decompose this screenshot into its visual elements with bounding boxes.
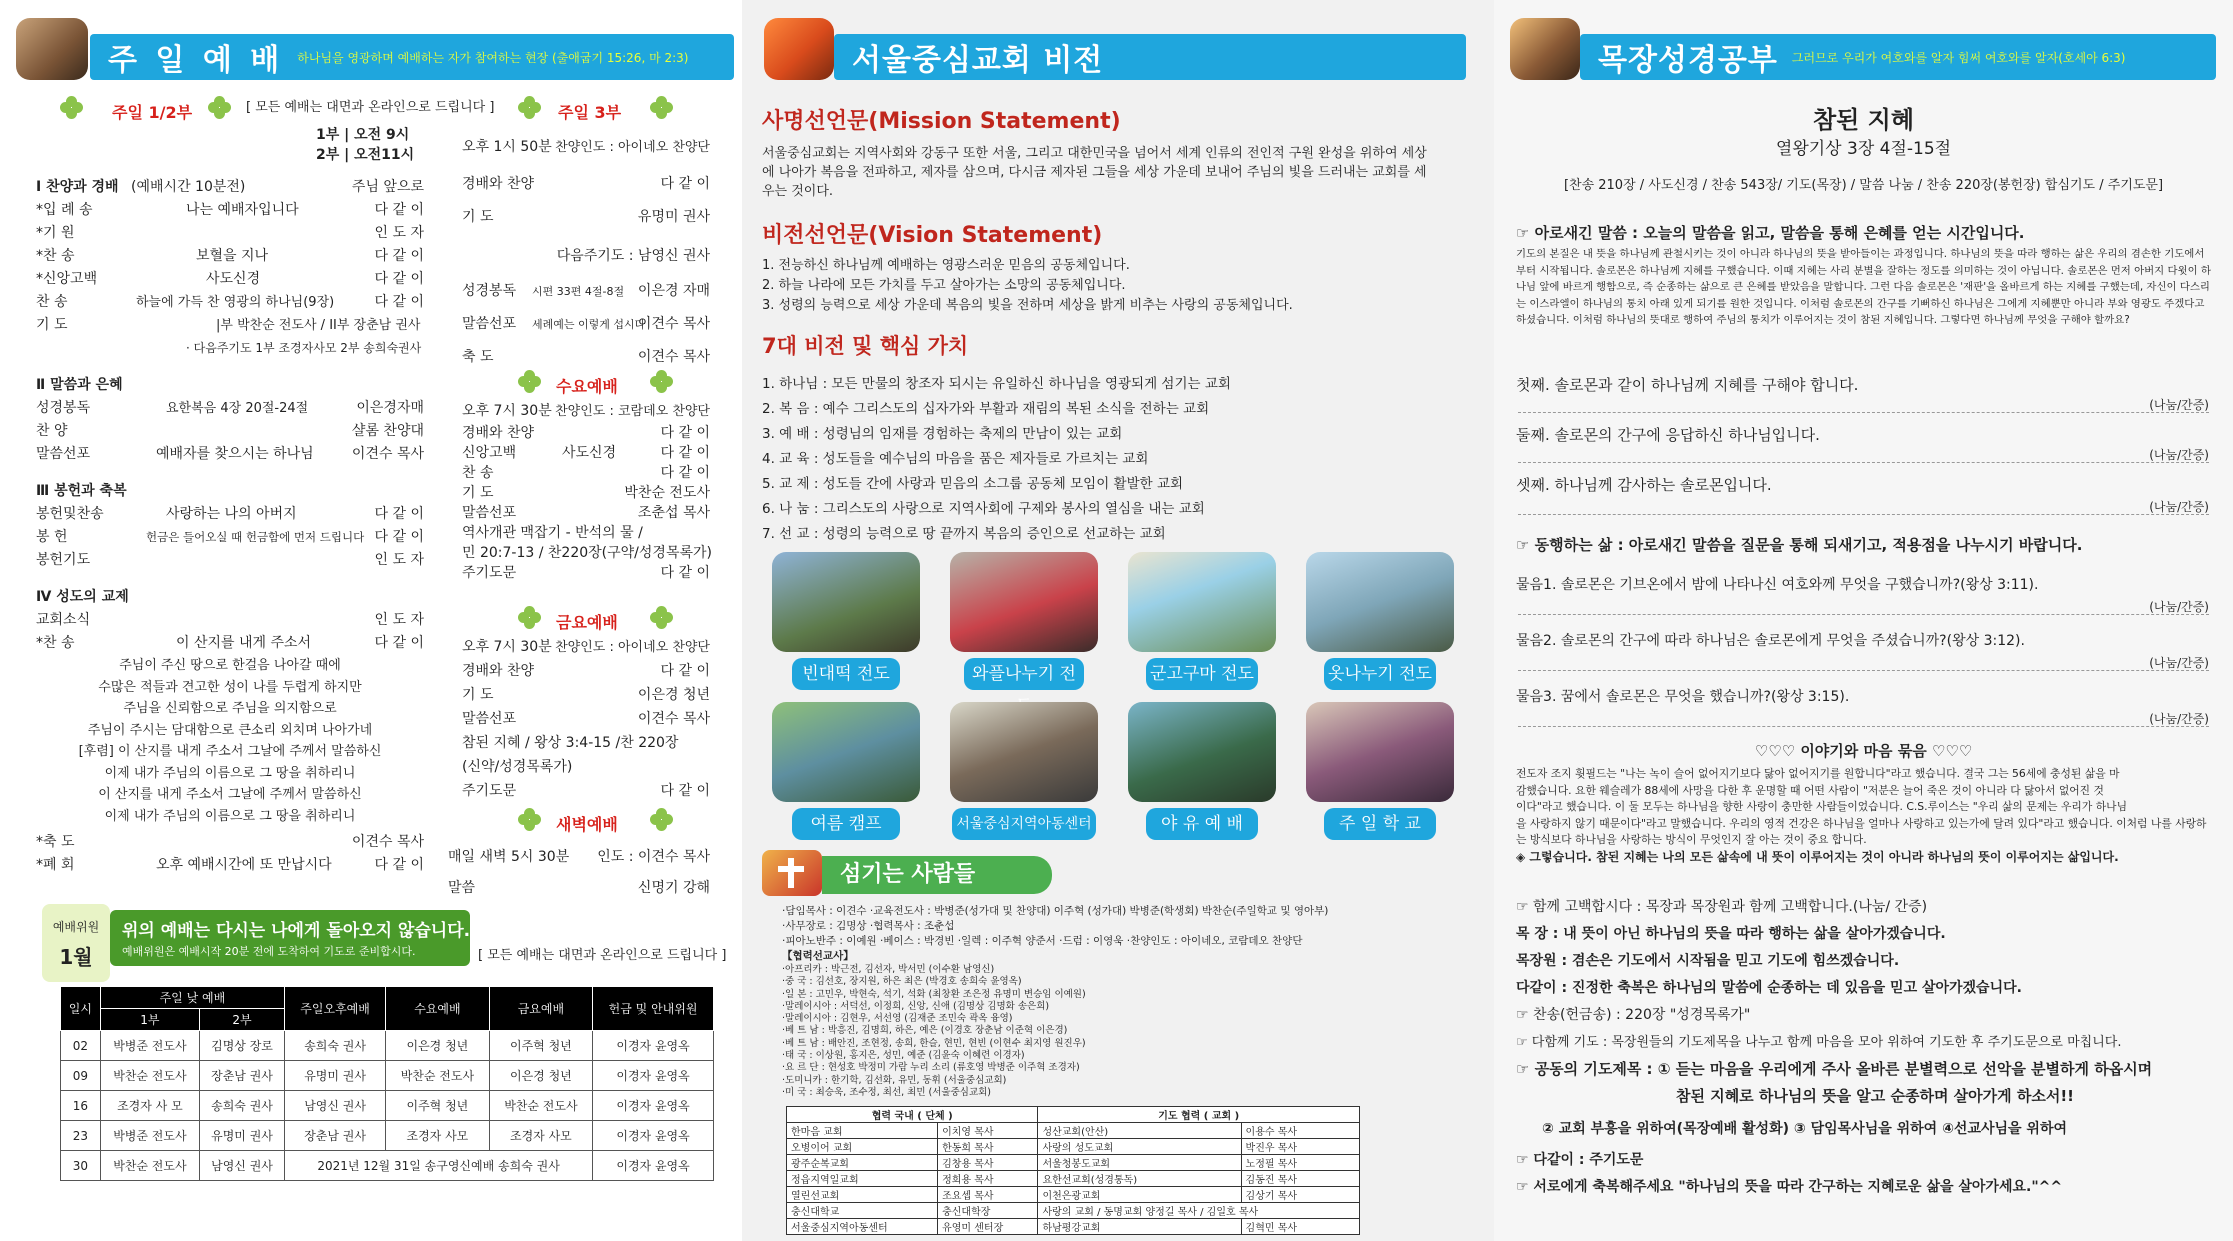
vision-list <box>762 256 1293 316</box>
order-row: 기 도 유명미 권사 <box>462 209 710 225</box>
share-label: (나눔/간증) <box>2149 448 2209 462</box>
table-row: 한마음 교회 이치영 목사 성산교회(안산) 이용수 목사 <box>787 1123 1360 1139</box>
table-row: 정읍지역일교회 정희용 목사 요한선교회(성경통독) 김동진 목사 <box>787 1171 1360 1187</box>
divider <box>1518 514 2209 515</box>
list-item: ·말레이시아 : 김현우, 서선영 (김재준 조민숙 곽옥 융영) <box>782 1013 1013 1025</box>
text-line: 에 나아가 복음을 전파하고, 제자를 삼으며, 다시금 제자된 그들을 세상 가운데 보내어 주님의 빛을 드러내는 교회를 세 <box>762 165 1427 180</box>
table-header: 협력 국내 ( 단체 ) <box>787 1107 1038 1123</box>
friday-order <box>462 636 710 803</box>
list-item: ·베 트 남 : 박흥진, 김명희, 하은, 예은 (이경호 장춘남 이준혁 이은경) <box>782 1025 1068 1037</box>
online-notice: [ 모든 예배는 대면과 온라인으로 드립니다 ] <box>246 100 495 115</box>
seven-visions-list <box>762 372 1231 547</box>
list-item: ·요 르 단 : 현성호 박정미 가람 누리 소리 (류호영 박병준 이주혁 조경자) <box>782 1062 1080 1074</box>
phone-photo <box>764 18 834 80</box>
servers-list <box>782 904 1482 1099</box>
story-title: ♡♡♡ 이야기와 마음 묶음 ♡♡♡ <box>1754 742 1973 760</box>
fri-time: 오후 7시 30분 찬양인도 : 아이네오 찬양단 <box>462 639 710 655</box>
text-line: ◈ 그렇습니다. 참된 지혜는 나의 모든 삶속에 내 뜻이 이루어지는 것이 아니라 하나님의 뜻이 이루어지는 삶입니다. <box>1516 849 2119 864</box>
pill-label: 군고구마 전도 <box>1146 658 1258 690</box>
order-row: 말씀선포 이견수 목사 <box>462 711 710 727</box>
clover-icon <box>518 370 542 394</box>
study-title: 목장성경공부 <box>1598 43 1778 78</box>
praying-hands-photo <box>16 18 88 80</box>
worship-title: 주 일 예 배 <box>108 43 284 78</box>
text-line: 을 사랑하지 않기 때문이다"라고 말했습니다. 우리의 영적 건강은 하나님을 얼마나 사랑하고 있는가에 달려 있다"라고 했습니다. 이처럼 나를 사랑하 <box>1516 816 2207 830</box>
order-row: 주기도문 다 같 이 <box>462 783 710 799</box>
engrave-text <box>1516 246 2216 329</box>
lords-prayer: ☞ 다같이 : 주기도문 <box>1516 1152 1644 1168</box>
bible-photo <box>1510 18 1580 80</box>
fri-rows <box>462 659 710 803</box>
activity-photo <box>772 702 920 802</box>
order-row: 교회소식 인 도 자 <box>36 612 424 628</box>
lesson-reference: 열왕기상 3장 4절-15절 <box>1775 139 1952 159</box>
prayer-line: ☞ 다함께 기도 : 목장원들의 기도제목을 나누고 함께 마음을 모아 위하여 기도한 후 주기도문으로 마칩니다. <box>1516 1035 2122 1050</box>
order-row: *기 원 인 도 자 <box>36 225 424 241</box>
order-section-1 <box>36 176 424 877</box>
dawn-order <box>448 846 710 900</box>
table-row: 열린선교회 조요셉 목사 이천은광교회 김상기 목사 <box>787 1187 1360 1203</box>
activity-photo <box>1306 702 1454 802</box>
list-item: ·도미니카 : 한기학, 김선화, 유민, 동휘 (서울중심교회) <box>782 1074 1007 1086</box>
table-row: 30 박찬순 전도사 남영신 권사 2021년 12월 31일 송구영신예배 송희숙 권사 이경자 윤영옥 <box>61 1151 714 1181</box>
vision-statement-title: 비전선언문(Vision Statement) <box>762 223 1103 248</box>
table-row: 16 조경자 사 모 송희숙 권사 남영신 권사 이주혁 청년 박찬순 전도사 이경자 윤영옥 <box>61 1091 714 1121</box>
sunday-3-title: 주일 3부 <box>558 103 622 122</box>
worship-banner <box>110 910 470 966</box>
divider <box>1518 670 2209 671</box>
share-label: (나눔/간증) <box>2149 656 2209 670</box>
clover-icon <box>208 96 232 120</box>
table-row: 오병이어 교회 한동희 목사 사랑의 성도교회 박진우 목사 <box>787 1139 1360 1155</box>
list-item: 7. 선 교 : 성령의 능력으로 땅 끝까지 복음의 증인으로 선교하는 교회 <box>762 526 1166 542</box>
share-label: (나눔/간증) <box>2149 600 2209 614</box>
order-row: 찬 송 다 같 이 <box>462 465 710 481</box>
life-title: ☞ 동행하는 삶 : 아로새긴 말씀을 질문을 통해 되새기고, 적용점을 나누시기 바랍니다. <box>1516 536 2083 554</box>
bible-study-panel <box>1494 0 2233 1241</box>
hymn-lyrics: 주님이 주신 땅으로 한걸음 나아갈 때에 수많은 적들과 견고한 성이 나를 두렵게 하지만 주님을 신뢰함으로 주님을 의지함으로 주님이 주시는 담대함으로 큰소리 외치며 나아가네 [후렴] 이 산지를 내게 주소서 그날에 주께서 말씀하신 이제 내가 주님의 이름으로 그 땅을 취하리니 이 산지를 내게 주소서 그날에 주께서 말씀하신 이제 내가 주님의 이름으로 그 땅을 취하리니 <box>78 658 382 824</box>
table-header: 1부 <box>100 1009 199 1031</box>
clover-icon <box>650 808 674 832</box>
worship-roster-table <box>60 986 714 1181</box>
table-row: 02 박병준 전도사 김명상 장로 송희숙 권사 이은경 청년 이주혁 청년 이경자 윤영옥 <box>61 1031 714 1061</box>
order-row: 말씀선포 조춘섭 목사 <box>462 505 710 521</box>
text-line: 는 방식보다 하나님을 사랑하는 방식이 무엇인지 잘 아는 것이 중요 합니다. <box>1516 833 1867 846</box>
cooperation-table <box>786 1106 1360 1235</box>
wed-time: 오후 7시 30분 찬양인도 : 코람데오 찬양단 <box>462 403 710 419</box>
month-badge <box>42 904 110 982</box>
hymn-line: ☞ 찬송(헌금송) : 220장 "성경목록가" <box>1516 1007 1751 1023</box>
list-item: ·일 본 : 고민우, 박현숙, 석기, 석화 (최창환 조은정 유명미 변승임 이예원) <box>782 988 1086 1000</box>
order-row: 경배와 찬양 다 같 이 <box>462 663 710 679</box>
pill-label: 야 유 예 배 <box>1146 808 1258 840</box>
list-item: ·사무장로 : 김명상 ·협력목사 : 조춘섭 <box>782 920 955 932</box>
order-row: (신약/성경목록가) <box>462 759 573 775</box>
table-row: 09 박찬순 전도사 장춘남 권사 유명미 권사 박찬순 전도사 이은경 청년 이경자 윤영옥 <box>61 1061 714 1091</box>
text-line: 기도의 본질은 내 뜻을 하나님께 관철시키는 것이 아니라 하나님의 뜻을 받아들이는 과정입니다. 하나님의 뜻을 따라 행하는 삶은 우리의 겸손한 기도에서 <box>1516 248 2205 260</box>
table-row: 서울중심지역아동센터 유영미 센터장 하남평강교회 김혁민 목사 <box>787 1219 1360 1235</box>
order-row: 경배와 찬양 다 같 이 <box>462 425 710 441</box>
list-item: ·담임목사 : 이견수 ·교육전도사 : 박병준(성가대 및 찬양대) 이주혁 (성가대) 박병준(학생회) 박찬순(주일학교 및 영아부) <box>782 905 1329 917</box>
month-badge-value: 1월 <box>59 945 93 969</box>
order-row: *입 례 송 나는 예배자입니다 다 같 이 <box>36 202 424 218</box>
table-row: 23 박병준 전도사 유명미 권사 장춘남 권사 조경자 사모 조경자 사모 이경자 윤영옥 <box>61 1121 714 1151</box>
order-row: 민 20:7-13 / 찬220장(구약/성경목록가) <box>462 545 712 561</box>
missionaries-list <box>782 964 1482 1099</box>
clover-icon <box>60 96 84 120</box>
list-item: ·베 트 남 : 배안진, 조현정, 송희, 한슬, 현민, 현빈 (이현수 최지영 원진우) <box>782 1037 1086 1049</box>
clover-icon <box>518 808 542 832</box>
order-row: 찬 송 하늘에 가득 찬 영광의 하나님(9장) 다 같 이 <box>36 294 424 310</box>
table-row: 광주순복교회 김창용 목사 서울청봉도교회 노정필 목사 <box>787 1155 1360 1171</box>
order-row: 신앙고백 사도신경 다 같 이 <box>462 445 710 461</box>
list-item: 3. 예 배 : 성령님의 임재를 경험하는 축제의 만남이 있는 교회 <box>762 426 1123 442</box>
order-row: Ⅰ 찬양과 경배 (예배시간 10분전) 주님 앞으로 <box>36 179 424 195</box>
order-row: 다음주기도 : 남영신 권사 <box>556 248 710 264</box>
point-1: 첫째. 솔로몬과 같이 하나님께 지혜를 구해야 합니다. <box>1516 376 1859 394</box>
mission-text <box>762 144 1470 201</box>
table-header: 2부 <box>200 1009 285 1031</box>
pill-label: 와플나누기 전 <box>964 658 1084 690</box>
text-line: 부터 시작됩니다. 솔로몬은 하나님께 지혜를 구했습니다. 이때 지혜는 사리 분별을 잘하는 정도를 의미하는 것이 아닙니다. 솔로몬은 먼저 아버지 다윗이 하 <box>1516 264 2211 277</box>
point-2: 둘째. 솔로몬의 간구에 응답하신 하나님입니다. <box>1516 426 1820 444</box>
vision-panel <box>742 0 1494 1241</box>
list-item: ·피아노반주 : 이예원 ·베이스 : 박경빈 ·일렉 : 이주혁 양준서 ·드럼 : 이영욱 ·찬양인도 : 아이네오, 코람데오 찬양단 <box>782 935 1303 947</box>
section-3-title: Ⅲ 봉헌과 축복 <box>36 483 127 499</box>
activity-photo <box>950 552 1098 652</box>
order-row: 봉헌및찬송 사랑하는 나의 아버지 다 같 이 <box>36 506 424 522</box>
vision-header <box>834 34 1466 80</box>
order-row: 말씀선포 세례예는 이렇게 섭시다 이견수 목사 <box>462 316 710 332</box>
order-row: 역사개관 맥잡기 - 반석의 물 / <box>462 525 643 541</box>
prayer-topic: ② 교회 부흥을 위하여(목장예배 활성화) ③ 담임목사님을 위하여 ④선교사님을 위하여 <box>1542 1121 2067 1137</box>
order-row: *폐 회 오후 예배시간에 또 만납시다 다 같 이 <box>36 857 424 873</box>
lesson-title: 참된 지혜 <box>1812 106 1915 134</box>
table-header: 일시 <box>61 987 101 1031</box>
list-item: ·중 국 : 김선호, 장지원, 하은 최은 (박경호 송희숙 윤영옥) <box>782 976 1022 988</box>
confession-line: 목 장 : 내 뜻이 아닌 하나님의 뜻을 따라 행하는 삶을 살아가겠습니다. <box>1516 926 1946 942</box>
table-row: 충신대학교 충신대학장 사랑의 교회 / 동명교회 양정길 목사 / 김일호 목사 <box>787 1203 1360 1219</box>
order-row: *신앙고백 사도신경 다 같 이 <box>36 271 424 287</box>
clover-icon <box>518 606 542 630</box>
sunday-12-title: 주일 1/2부 <box>112 103 193 122</box>
text-line: 전도자 조지 휫필드는 "나는 녹이 슬어 없어지기보다 닳아 없어지기를 원합니다"라고 했습니다. 결국 그는 56세에 충성된 삶을 마 <box>1516 767 2120 780</box>
order-row: 매일 새벽 5시 30분 인도 : 이견수 목사 <box>448 849 710 865</box>
section-2-title: Ⅱ 말씀과 은혜 <box>36 377 123 393</box>
worship-subtitle: 하나님을 영광하며 예배하는 자가 참여하는 현장 (출애굽기 15:26, 마 2:3) <box>297 50 689 65</box>
pill-label: 주 일 학 교 <box>1324 808 1436 840</box>
order-row: *찬 송 보혈을 지나 다 같 이 <box>36 248 424 264</box>
clover-icon <box>650 96 674 120</box>
list-item: 1. 하나님 : 모든 만물의 창조자 되시는 유일하신 하나님을 영광되게 섬기는 교회 <box>762 376 1231 392</box>
order-row: 봉 헌 헌금은 들어오실 때 헌금함에 먼저 드립니다 다 같 이 <box>36 529 424 545</box>
dawn-title: 새벽예배 <box>556 815 618 834</box>
worship-header <box>90 34 734 80</box>
study-header <box>1580 34 2216 80</box>
cross-icon <box>762 850 822 896</box>
table-header: 수요예배 <box>386 987 489 1031</box>
online-notice-2: [ 모든 예배는 대면과 온라인으로 드립니다 ] <box>478 948 727 963</box>
pill-label: 서울중심지역아동센터 <box>952 808 1096 840</box>
text-line: 는 이스라엘이 하나님의 통치 아래 있게 되기를 원한 것입니다. 이처럼 솔로몬의 간구를 기뻐하신 하나님은 그에게 지혜뿐만 아니라 부와 영광도 주겠다고 <box>1516 297 2205 310</box>
question-1: 물음1. 솔로몬은 기브온에서 밤에 나타나신 여호와께 무엇을 구했습니까?(왕상 3:11). <box>1516 577 2039 593</box>
text-line: 우는 것이다. <box>762 184 834 199</box>
text-line: 이다"라고 했습니다. 이 둘 모두는 하나님을 향한 사랑이 충만한 사람들이었습니다. C.S.루이스는 "우리 삶의 문제는 우리가 하나님 <box>1516 800 2128 813</box>
worship-panel <box>0 0 742 1241</box>
banner-subtitle: 예배위원은 예배시작 20분 전에 도착하여 기도로 준비합시다. <box>122 945 416 958</box>
activity-photo <box>1128 702 1276 802</box>
pill-label: 옷나누기 전도 <box>1324 658 1436 690</box>
order-row: 기 도 박찬순 전도사 <box>462 485 710 501</box>
divider <box>1518 726 2209 727</box>
section-4-title: Ⅳ 성도의 교제 <box>36 589 129 605</box>
order-row: 기 도 |부 박찬순 전도사 / II부 장춘남 권사 <box>36 317 421 333</box>
table-header: 헌금 및 안내위원 <box>593 987 714 1031</box>
list-item: ·말레이시아 : 서덕선, 이정희, 신앙, 신애 (김명상 김명화 송은희) <box>782 1000 1050 1012</box>
list-item: 3. 성령의 능력으로 세상 가운데 복음의 빛을 전하며 세상을 밝게 비추는 사랑의 공동체입니다. <box>762 298 1293 313</box>
list-item: 2. 복 음 : 예수 그리스도의 십자가와 부활과 재림의 복된 소식을 전하는 교회 <box>762 401 1210 417</box>
clover-icon <box>518 96 542 120</box>
order-row: 참된 지혜 / 왕상 3:4-15 /찬 220장 <box>462 735 679 751</box>
service-time-2: 2부 | 오전11시 <box>316 147 415 163</box>
afternoon-services <box>462 136 710 369</box>
order-row: 기 도 이은경 청년 <box>462 687 710 703</box>
order-row: 경배와 찬양 다 같 이 <box>462 176 710 192</box>
list-item: 4. 교 육 : 성도들을 예수님의 마음을 품은 제자들로 가르치는 교회 <box>762 451 1149 467</box>
question-2: 물음2. 솔로몬의 간구에 따라 하나님은 솔로몬에게 무엇을 주셨습니까?(왕상 3:12). <box>1516 633 2025 649</box>
seven-visions-title: 7대 비전 및 핵심 가치 <box>762 334 969 358</box>
service-time-1: 1부 | 오전 9시 <box>316 127 410 143</box>
order-row: 성경봉독 시편 33편 4절-8절 이은경 자매 <box>462 283 710 299</box>
share-label: (나눔/간증) <box>2149 500 2209 514</box>
prayer-topic: ☞ 공동의 기도제목 : ① 듣는 마음을 우리에게 주사 올바른 분별력으로 선악을 분별하게 하옵시며 <box>1516 1060 2153 1078</box>
order-row: 찬 양 샬롬 찬양대 <box>36 423 424 439</box>
confession-title: ☞ 함께 고백합시다 : 목장과 목장원과 함께 고백합니다.(나눔/ 간증) <box>1516 899 1928 915</box>
divider <box>1518 462 2209 463</box>
clover-icon <box>650 370 674 394</box>
engrave-title: ☞ 아로새긴 말씀 : 오늘의 말씀을 읽고, 말씀을 통해 은혜를 얻는 시간입니다. <box>1516 224 2025 242</box>
text-line: 하셨습니다. 이처럼 하나님의 뜻대로 행하여 주님의 통치가 이루어지는 것이 참된 지혜입니다. 그렇다면 하나님께 무엇을 구해야 할까요? <box>1516 314 2130 326</box>
clover-icon <box>650 606 674 630</box>
list-item: 1. 전능하신 하나님께 예배하는 영광스러운 믿음의 공동체입니다. <box>762 258 1130 273</box>
order-row: 축 도 이견수 목사 <box>462 349 710 365</box>
text-line: 감했습니다. 요한 웨슬레가 88세에 사망을 다한 후 운명할 때 어떤 사람이 "저분은 늘어 죽은 것이 아니라 다 닳아서 없어진 것 <box>1516 783 2104 797</box>
prayer-topic: 참된 지혜로 하나님의 뜻을 알고 순종하며 살아가게 하소서!! <box>1676 1087 2074 1105</box>
order-row: 주기도문 다 같 이 <box>462 565 710 581</box>
list-item: 2. 하늘 나라에 모든 가치를 두고 살아가는 소망의 공동체입니다. <box>762 278 1126 293</box>
list-item: 5. 교 제 : 성도들 간에 사랑과 믿음의 소그룹 공동체 모임이 활발한 교회 <box>762 476 1184 492</box>
confession-line: 다같이 : 진정한 축복은 하나님의 말씀에 순종하는 데 있음을 믿고 살아가겠습니다. <box>1516 980 2022 996</box>
wednesday-order <box>462 400 710 583</box>
pill-label: 빈대떡 전도 <box>792 658 900 690</box>
blessing-line: ☞ 서로에게 축복해주세요 "하나님의 뜻을 따라 간구하는 지혜로운 삶을 살아가세요."^^ <box>1516 1179 2063 1195</box>
wednesday-title: 수요예배 <box>556 377 618 396</box>
question-3: 물음3. 꿈에서 솔로몬은 무엇을 했습니까?(왕상 3:15). <box>1516 689 1850 705</box>
divider <box>1518 412 2209 413</box>
order-row: *축 도 이견수 목사 <box>36 834 424 850</box>
mission-title: 사명선언문(Mission Statement) <box>762 109 1121 134</box>
pill-label: 여름 캠프 <box>792 808 900 840</box>
list-item: 6. 나 눔 : 그리스도의 사랑으로 지역사회에 구제와 봉사의 열심을 내는 교회 <box>762 501 1205 517</box>
wed-rows <box>462 423 710 583</box>
confession-line: 목장원 : 겸손은 기도에서 시작됨을 믿고 기도에 힘쓰겠습니다. <box>1516 953 1900 969</box>
order-row: *찬 송 이 산지를 내게 주소서 다 같 이 <box>36 635 424 651</box>
share-label: (나눔/간증) <box>2149 398 2209 412</box>
servers-title: 섬기는 사람들 <box>822 856 1052 894</box>
divider <box>1518 614 2209 615</box>
confession-block <box>1516 894 2226 1201</box>
table-header: 금요예배 <box>489 987 593 1031</box>
list-item: ·태 국 : 이상원, 홍지은, 성민, 예준 (김윤숙 이혜련 이경자) <box>782 1050 1025 1062</box>
activity-photo <box>1128 552 1276 652</box>
point-3: 셋째. 하나님께 감사하는 솔로몬입니다. <box>1516 476 1772 494</box>
table-header: 주일오후예배 <box>285 987 386 1031</box>
activity-photo <box>1306 552 1454 652</box>
friday-title: 금요예배 <box>556 613 618 632</box>
list-item: 【협력선교사】 <box>782 950 854 962</box>
activity-photo <box>772 552 920 652</box>
activity-photo <box>950 702 1098 802</box>
order-row: · 다음주기도 1부 조경자사모 2부 송희숙권사 <box>186 341 422 355</box>
sun3-time: 오후 1시 50분 찬양인도 : 아이네오 찬양단 <box>462 139 710 155</box>
order-row: 봉헌기도 인 도 자 <box>36 552 424 568</box>
order-row: 성경봉독 요한복음 4장 20절-24절 이은경자매 <box>36 400 424 416</box>
list-item: ·아프리카 : 박근전, 김선자, 박서민 (이수환 남영신) <box>782 964 995 975</box>
list-item: ·미 국 : 최승욱, 조수정, 최선, 최민 (서울중심교회) <box>782 1086 992 1098</box>
order-row: 말씀선포 예배자를 찾으시는 하나님 이견수 목사 <box>36 446 424 462</box>
order-row: 말씀 신명기 강해 <box>448 880 710 896</box>
month-badge-label: 예배위원 <box>52 920 100 934</box>
study-subtitle: 그러므로 우리가 여호와를 알자 힘써 여호와를 알자(호세아 6:3) <box>1791 50 2126 65</box>
story-text <box>1516 766 2216 865</box>
text-line: 서울중심교회는 지역사회와 강동구 또한 서울, 그리고 대한민국을 넘어서 세계 인류의 전인적 구원 완성을 위하여 세상 <box>762 146 1427 161</box>
vision-title: 서울중심교회 비전 <box>852 43 1104 78</box>
share-label: (나눔/간증) <box>2149 712 2209 726</box>
table-header: 주일 낮 예배 <box>100 987 284 1009</box>
banner-title: 위의 예배는 다시는 나에게 돌아오지 않습니다. <box>122 921 471 941</box>
lesson-order: [찬송 210장 / 사도신경 / 찬송 543장/ 기도(목장) / 말씀 나눔 / 찬송 220장(봉헌장) 합심기도 / 주기도문] <box>1563 178 2164 193</box>
table-header: 기도 협력 ( 교회 ) <box>1038 1107 1360 1123</box>
text-line: 나님 앞에 바르게 행함으로, 즉 순종하는 삶으로 큰 은혜를 받았음을 말합니다. 그런 다음 솔로몬은 '재판'을 올바르게 하는 지혜를 구했는데, 자신이 다스리 <box>1516 281 2210 293</box>
